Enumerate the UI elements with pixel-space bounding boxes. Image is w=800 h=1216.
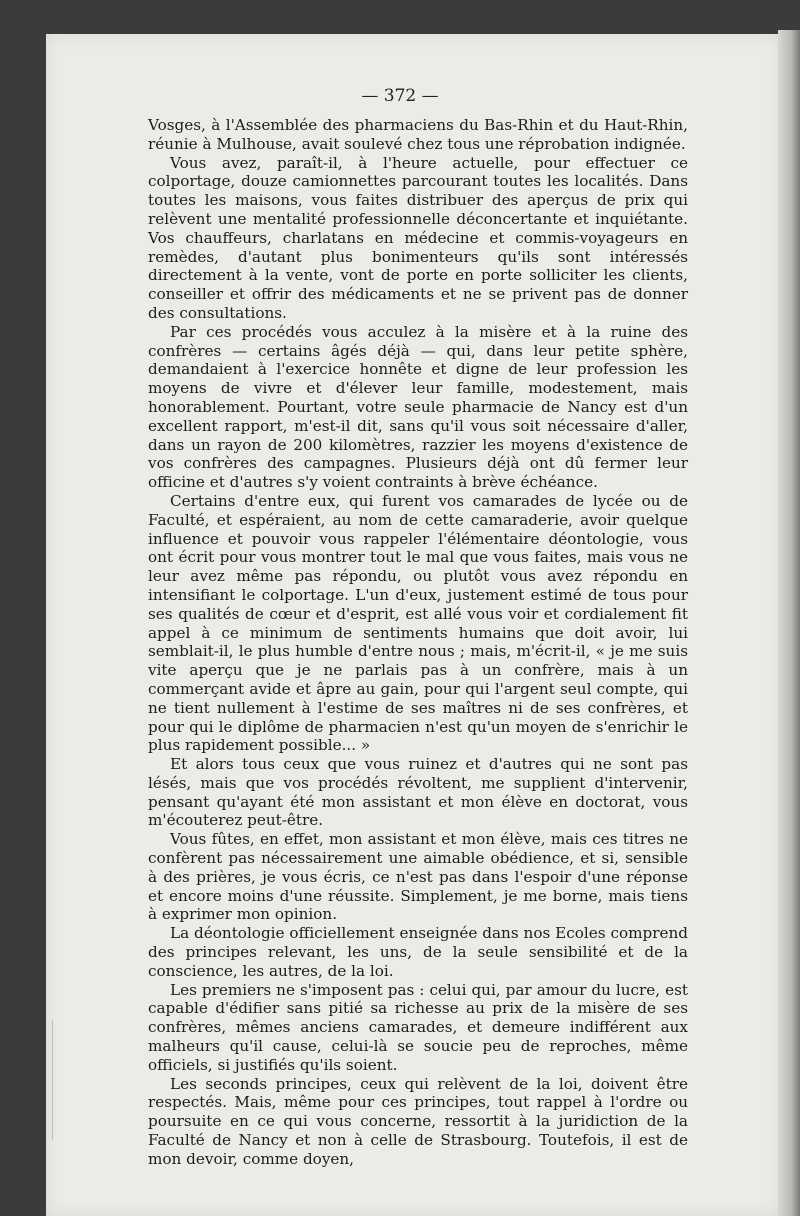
body-text [148, 116, 688, 1169]
paragraph: Certains d'entre eux, qui furent vos camarades de lycée ou de Faculté, et espéraient, au nom de cette camaraderie, avoir quelque influence et pouvoir vous rappeler l'élémentaire déontologie, vous ont écrit pour vous montrer tout le mal que vous faites, mais vous ne leur avez même pas répondu, ou plutôt vous avez répondu en intensifiant le colportage. L'un d'eux, justement estimé de tous pour ses qualités de cœur et d'esprit, est allé vous voir et cordialement fit appel à ce minimum de sentiments humains que doit avoir, lui semblait-il, le plus humble d'entre nous ; mais, m'écrit-il, « je me suis vite aperçu que je ne parlais pas à un confrère, mais à un commerçant avide et âpre au gain, pour qui l'argent seul compte, qui ne tient nullement à l'estime de ses maîtres ni de ses confrères, et pour qui le diplôme de pharmacien n'est qu'un moyen de s'enrichir le plus rapidement possible... » [148, 491, 688, 755]
page-edge [778, 30, 800, 1216]
paragraph: Et alors tous ceux que vous ruinez et d'autres qui ne sont pas lésés, mais que vos procédés révoltent, me supplient d'intervenir, pensant qu'ayant été mon assistant et mon élève en doctorat, vous m'écouterez peut-être. [148, 755, 688, 830]
binding-shadow [52, 1020, 53, 1140]
paragraph: Vosges, à l'Assemblée des pharmaciens du Bas-Rhin et du Haut-Rhin, réunie à Mulhouse, avait soulevé chez tous une réprobation indignée. [148, 116, 688, 153]
paragraph: Par ces procédés vous acculez à la misère et à la ruine des confrères — certains âgés déjà — qui, dans leur petite sphère, demandaient à l'exercice honnête et digne de leur profession les moyens de vivre et d'élever leur famille, modestement, mais honorablement. Pourtant, votre seule pharmacie de Nancy est d'un excellent rapport, m'est-il dit, sans qu'il vous soit nécessaire d'aller, dans un rayon de 200 kilomètres, razzier les moyens d'existence de vos confrères des campagnes. Plusieurs déjà ont dû fermer leur officine et d'autres s'y voient contraints à brève échéance. [148, 322, 688, 492]
page-number: — 372 — [361, 86, 439, 106]
paragraph: Les seconds principes, ceux qui relèvent de la loi, doivent être respectés. Mais, même pour ces principes, tout rappel à l'ordre ou poursuite en ce qui vous concerne, ressortit à la juridiction de la Faculté de Nancy et non à celle de Strasbourg. Toutefois, il est de mon devoir, comme doyen, [148, 1074, 688, 1168]
paragraph: La déontologie officiellement enseignée dans nos Ecoles comprend des principes relevant, les uns, de la seule sensibilité et de la conscience, les autres, de la loi. [148, 924, 688, 980]
paragraph: Vous avez, paraît-il, à l'heure actuelle, pour effectuer ce colportage, douze camionnettes parcourant toutes les localités. Dans toutes les maisons, vous faites distribuer des aperçus de prix qui relèvent une mentalité professionnelle déconcertante et inquiétante. Vos chauffeurs, charlatans en médecine et commis-voyageurs en remèdes, d'autant plus bonimenteurs qu'ils sont intéressés directement à la vente, vont de porte en porte solliciter les clients, conseiller et offrir des médicaments et ne se privent pas de donner des consultations. [148, 153, 688, 322]
paragraph: Les premiers ne s'imposent pas : celui qui, par amour du lucre, est capable d'édifier sans pitié sa richesse au prix de la misère de ses confrères, mêmes anciens camarades, et demeure indifférent aux malheurs qu'il cause, celui-là se soucie peu de reproches, même officiels, si justifiés qu'ils soient. [148, 980, 688, 1074]
paragraph: Vous fûtes, en effet, mon assistant et mon élève, mais ces titres ne confèrent pas nécessairement une aimable obédience, et si, sensible à des prières, je vous écris, ce n'est pas dans l'espoir d'une réponse et encore moins d'une réussite. Simplement, je me borne, mais tiens à exprimer mon opinion. [148, 830, 688, 924]
